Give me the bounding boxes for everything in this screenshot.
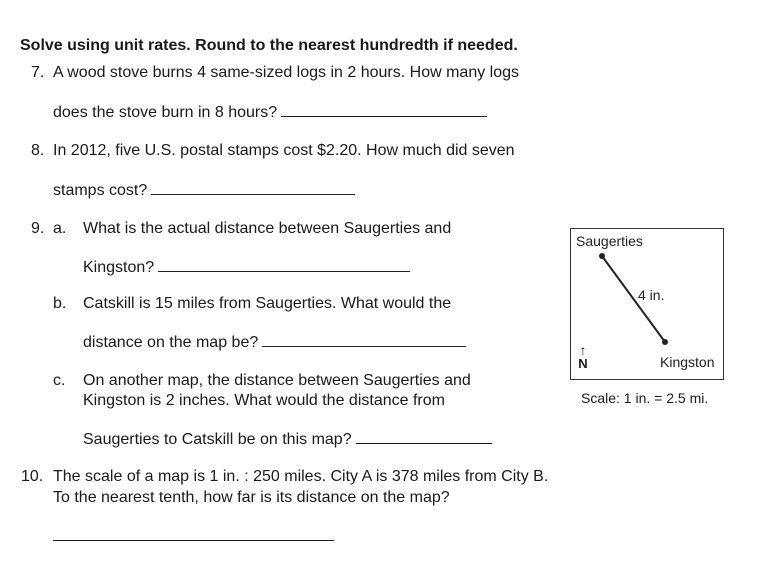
q7-number: 7. bbox=[31, 64, 45, 81]
q9-number: 9. bbox=[31, 220, 45, 237]
north-compass bbox=[575, 343, 591, 371]
q7-answer-blank[interactable] bbox=[281, 102, 487, 117]
q7-line1: A wood stove burns 4 same-sized logs in 2 hours. How many logs bbox=[53, 64, 520, 81]
q8-number: 8. bbox=[31, 142, 45, 159]
map-label-saugerties: Saugerties bbox=[576, 233, 643, 249]
q7-line2-row bbox=[53, 102, 487, 123]
map-label-kingston: Kingston bbox=[660, 354, 715, 370]
q7-line2: does the stove burn in 8 hours? bbox=[53, 104, 278, 121]
north-label: N bbox=[578, 356, 588, 371]
q8-line2: stamps cost? bbox=[53, 182, 148, 199]
q10-line1: The scale of a map is 1 in. : 250 miles. City A is 378 miles from City B. bbox=[53, 468, 549, 485]
q9c-line2: Kingston is 2 inches. What would the distance from bbox=[83, 392, 445, 409]
q9b-line2-row bbox=[83, 332, 466, 353]
q9a-line2: Kingston? bbox=[83, 259, 155, 276]
q10-line2: To the nearest tenth, how far is its distance on the map? bbox=[53, 489, 450, 506]
q8-answer-blank[interactable] bbox=[151, 180, 355, 195]
q10-number: 10. bbox=[21, 468, 44, 485]
q9a-answer-blank[interactable] bbox=[158, 257, 410, 272]
q9a-letter: a. bbox=[53, 220, 67, 237]
q8-line2-row bbox=[53, 180, 355, 201]
saugerties-point bbox=[599, 253, 605, 259]
q8-line1: In 2012, five U.S. postal stamps cost $2.20. How much did seven bbox=[53, 142, 515, 159]
q9c-line3: Saugerties to Catskill be on this map? bbox=[83, 431, 352, 448]
map-label-distance: 4 in. bbox=[638, 287, 665, 303]
north-arrow-icon: ↑ bbox=[579, 342, 587, 358]
q9c-answer-blank[interactable] bbox=[356, 429, 492, 444]
q10-answer-blank[interactable] bbox=[53, 540, 334, 541]
q9a-line2-row bbox=[83, 257, 410, 278]
map-scale: Scale: 1 in. = 2.5 mi. bbox=[581, 390, 709, 406]
q9c-line1: On another map, the distance between Saugerties and bbox=[83, 372, 471, 389]
q9b-line1: Catskill is 15 miles from Saugerties. What would the bbox=[83, 295, 452, 312]
map-figure bbox=[570, 228, 724, 380]
instructions-heading: Solve using unit rates. Round to the nearest hundredth if needed. bbox=[20, 37, 518, 54]
q9c-line3-row bbox=[83, 429, 492, 450]
q9b-letter: b. bbox=[53, 295, 67, 312]
q9b-answer-blank[interactable] bbox=[262, 332, 466, 347]
q9b-line2: distance on the map be? bbox=[83, 334, 259, 351]
q9a-line1: What is the actual distance between Saugerties and bbox=[83, 220, 452, 237]
q9c-letter: c. bbox=[53, 372, 66, 389]
kingston-point bbox=[662, 339, 668, 345]
